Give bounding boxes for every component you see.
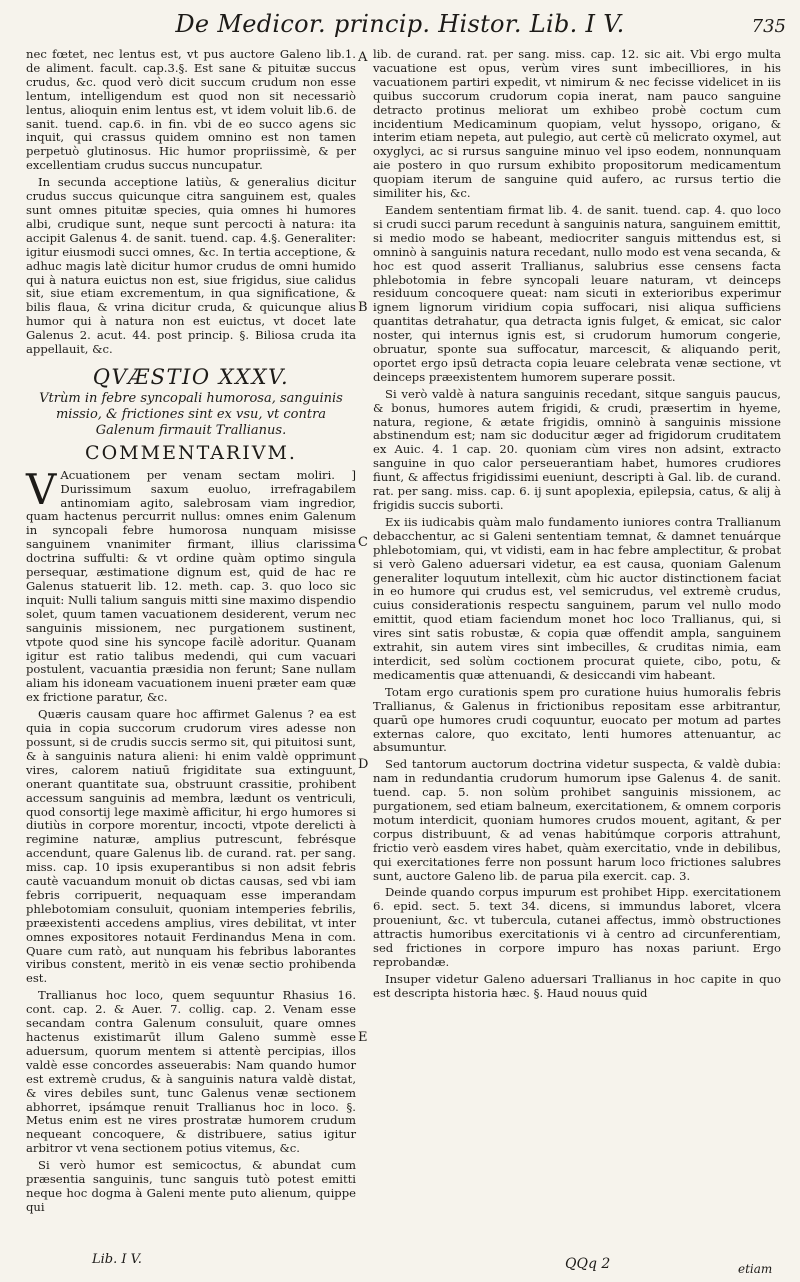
signature-mark: QQq 2 <box>565 1256 611 1272</box>
margin-marker-a: A <box>358 50 368 65</box>
margin-marker-e: E <box>358 1030 368 1045</box>
page-number: 735 <box>751 16 786 37</box>
right-column <box>373 48 781 1004</box>
catchword: etiam <box>738 1262 773 1276</box>
paragraph: Si verò valdè à natura sanguinis recedant, sitque sanguis paucus, & bonus, humores autem frigidi, & crudi, præsertim in hyeme, natura, regione, & ætate frigidis, omninò à sanguinis missione abstinendum est; nam sic doducitur æger ad frigidorum cruditatem ex Auic. 4. 1 cap. 20. quoniam cùm vires non adsint, extracto sanguine in quo calor perseuerantiam habet, humores crudiores fiunt, & affectus frigidissimi eueniunt, descripti à Gal. lib. de curand. rat. per sang. miss. cap. 6. ij sunt apoplexia, epilepsia, catus, & alij à frigidis succis suborti. <box>373 386 781 512</box>
paragraph: Si verò humor est semicoctus, & abundat cum præsentia sanguinis, tunc sanguis tutò potest emitti neque hoc dogma à Galeni mente puto alienum, quippe qui <box>26 1158 356 1214</box>
paragraph: Quæris causam quare hoc affirmet Galenus ? ea est quia in copia succorum crudorum vires adesse non possunt, si de crudis succis sermo sit, qui pituitosi sunt, & à sanguinis natura alieni: hi enim valdè opprimunt vires, calorem natiuū frigiditate sua extinguunt, onerant quantitate sua, obstruunt crassitie, prohibent accessum sanguinis ad membra, lædunt os ventriculi, quod consortij lege maximè afficitur, hi ergo humores si diutiùs in corpore morentur, incocti, vtpote derelicti à regimine naturæ, amplius putrescunt, febrésque accendunt, quare Galenus lib. de curand. rat. per sang. miss. cap. 10 ipsis exuperantibus si non adsit febris cautè vacuandum monuit ob dictas causas, sed vbi iam febris corripuerit, nequaquam esse imperandam phlebotomiam consuluit, quoniam intemperies febrilis, præexistenti accedens amplius, vires debilitat, vt inter omnes expositores notauit Ferdinandus Mena in com. Quare cum ratò, aut nunquam his febribus laborantes viribus constent, meritò in eis venæ sectio prohibenda est. <box>26 707 356 986</box>
footer-book-label: Lib. I V. <box>92 1252 142 1267</box>
commentary-heading: COMMENTARIVM. <box>85 441 297 464</box>
paragraph: Insuper videtur Galeno aduersari Trallianus in hoc capite in quo est descripta historia hæc. §. Haud nouus quid <box>373 971 781 1000</box>
paragraph: Ex iis iudicabis quàm malo fundamento iuniores contra Trallianum debacchentur, ac si Galeni sententiam temnat, & damnet tenuárque phlebotomiam, qui, vt vidisti, eam in hac febre amplectitur, & probat si verò Galeno aduersari videtur, ea est causa, quoniam Galenum generaliter loquutum intellexit, cùm hic auctor distinctionem faciat in eo humore qui crudus est, vel semicrudus, vel extremè crudus, cuius considerationis respectu sanguinem, parum vel nullo modo emittit, quod etiam faciendum monet hoc loco Trallianus, qui, si vires sint satis robustæ, & copia quæ offendit ampla, sanguinem extrahit, sin autem vires sint imbecilles, & cruditas nimia, eam interdicit, sed solùm coctionem procurat quiete, cibo, potu, & medicamentis quæ attenuandi, & desiccandi vim habeant. <box>373 514 781 682</box>
paragraph-text: Acuationem per venam sectam moliri. ] Durissimum saxum euoluo, irrefragabilem antinomiam agito, salebrosam viam ingredior, quam hactenus percurrit nullus: omnes enim Galenum in syncopali febre humorosa nunquam misisse sanguinem vnanimiter firmant, illius clarissima doctrina suffulti: & vt ordine quàm optimo singula persequar, æstimatione dignum est, quid de hac re Galenus statuerit lib. 12. meth. cap. 3. quo loco sic inquit: Nulli talium sanguis mitti sine maximo dispendio solet, quum tamen vacuationem desiderent, verum nec sanguinis missionem, nec purgationem sustinent, vtpote quod sine his syncope facilè adoritur. Quanam igitur est ratio talibus medendi, qui cum vacuari postulent, vacuantia præsidia non ferunt; Sane nullam aliam his idoneam vacuationem inueni præter eam quæ ex frictione paratur, &c. <box>26 467 356 705</box>
paragraph: Totam ergo curationis spem pro curatione huius humoralis febris Trallianus, & Galenus in frictionibus repositam esse arbitrantur, quarū ope humores crudi coquuntur, euocato per motum ad partes externas calore, quo excitato, lenti humores attenuantur, ac absumuntur. <box>373 684 781 755</box>
paragraph: In secunda acceptione latiùs, & generalius dicitur crudus succus quicunque citra sanguinem est, quales sunt omnes pituitæ species, quia omnes hi humores albi, crudique sunt, neque sunt percocti à natura: ita accipit Galenus 4. de sanit. tuend. cap. 4.§. Generaliter: igitur eiusmodi succi omnes, &c. In tertia acceptione, & adhuc magis latè dicitur humor crudus de omni humido qui à natura euictus non est, siue frigidus, siue calidus sit, siue etiam excrementum, in qua significatione, & bilis flaua, & vrina dicitur cruda, & quicunque alius humor qui à natura non est euictus, vt docet late Galenus 2. acut. 44. post princip. §. Biliosa cruda ita appellauit, &c. <box>26 175 356 357</box>
paragraph: lib. de curand. rat. per sang. miss. cap. 12. sic ait. Vbi ergo multa vacuatione est opus, verùm vires sunt imbecilliores, in his vacuationem partiri expedit, vt nimirum & nec fecisse videlicet in iis quibus succorum crudorum copia inerat, nam pauco sanguine detracto protinus meliorat um exhibeo probè coctum cum incidentium Medicaminum quopiam, velut hyssopo, origano, & interim etiam nepeta, aut pulegio, aut certè cū melicrato oxymel, aut oxyglyci, ac si rursus sanguine minuo vel ipso eodem, nonnunquam aie postero in quo rursum exhibito propositorum medicamentum quopiam iterum de sanguine quid aufero, ac rursus tertio die similiter his, &c. <box>373 47 781 201</box>
paragraph: Eandem sententiam firmat lib. 4. de sanit. tuend. cap. 4. quo loco si crudi succi parum recedunt à sanguinis natura, sanguinem emittit, si medio modo se habeant, mediocriter sanguis mittendus est, si omninò à sanguinis natura recedant, nullo modo est vena secanda, & hoc est quod asserit Trallianus, salubrius esse censens facta phlebotomia in febre syncopali leuare naturam, vt deinceps residuum concoquere queat: nam sicuti in exterioribus experimur ignem lignorum viridium copia suffocari, nisi aliqua sufficiens quantitas detrahatur, qua detracta ignis fulget, & emicat, sic calor noster, qui internus ignis est, si crudorum humorum congerie, obruatur, sponte sua suffocatur, marcescit, & aliquando perit, oportet ergo ipsū detracta copia leuare celebrata venæ sectione, vt deinceps præexistentem humorem superare possit. <box>373 202 781 384</box>
running-title: De Medicor. princip. Histor. Lib. I V. <box>175 10 625 38</box>
margin-marker-c: C <box>358 535 368 550</box>
question-title: QVÆSTIO XXXV. <box>92 364 290 389</box>
paragraph: nec fœtet, nec lentus est, vt pus auctore Galeno lib.1. de aliment. facult. cap.3.§. Est sane & pituitæ succus crudus, &c. quod verò dicit succum crudum non esse lentum, intelligendum est quod non sit necessariò lentus, alioquin enim lentus est, vt idem voluit lib.6. de sanit. tuend. cap.6. in fin. vbi de eo succo agens sic inquit, qui crassus quidem omnino est non tamen perpetuò glutinosus. Hic humor propriissimè, & per excellentiam crudus succus nuncupatur. <box>26 47 356 173</box>
paragraph: Trallianus hoc loco, quem sequuntur Rhasius 16. cont. cap. 2. & Auer. 7. collig. cap. 2. Venam esse secandam contra Galenum consuluit, quare omnes hactenus existimarūt illum Galeno summè esse aduersum, quorum mentem si attentè percipias, illos valdè esse concordes asseuerabis: Nam quando humor est extremè crudus, & à sanguinis natura valdè distat, & vires debiles sunt, tunc Galenus venæ sectionem abhorret, ipsámque renuit Trallianus hoc in loco. §. Metus enim est ne vires prostratæ humorem crudum nequeant concoquere, & distribuere, satius igitur arbitror vt vena sectionem potius vitemus, &c. <box>26 988 356 1156</box>
margin-marker-d: D <box>358 757 369 772</box>
paragraph: Sed tantorum auctorum doctrina videtur suspecta, & valdè dubia: nam in redundantia crudorum humorum ipse Galenus 4. de sanit. tuend. cap. 5. non solùm prohibet sanguinis missionem, ac purgationem, sed etiam balneum, exercitationem, & omnem corporis motum interdicit, quoniam humores crudos mouent, agitant, & per corpus distribuunt, & ad venas habitúmque corporis attrahunt, frictio verò easdem vires habet, quàm exercitatio, vnde in debilibus, qui exercitationes ferre non possunt harum loco frictiones salubres sunt, auctore Galeno lib. de parua pila exercit. cap. 3. <box>373 757 781 883</box>
question-subtitle: Vtrùm in febre syncopali humorosa, sanguinis missio, & frictiones sint ex vsu, vt contra Galenum firmauit Trallianus. <box>39 390 343 438</box>
paragraph: Deinde quando corpus impurum est prohibet Hipp. exercitationem 6. epid. sect. 5. text 34. dicens, si immundus laboret, vlcera proueniunt, &c. vt tubercula, cutanei affectus, immò obstructiones attractis humoribus exercitationis vi à centro ad circunferentiam, sed frictiones in corpore impuro has noxas pariunt. Ergo reprobandæ. <box>373 885 781 969</box>
drop-cap: V <box>26 464 57 514</box>
page-header <box>0 6 800 42</box>
paragraph-with-dropcap <box>26 464 356 705</box>
margin-marker-b: B <box>358 300 368 315</box>
left-column <box>26 48 356 1218</box>
